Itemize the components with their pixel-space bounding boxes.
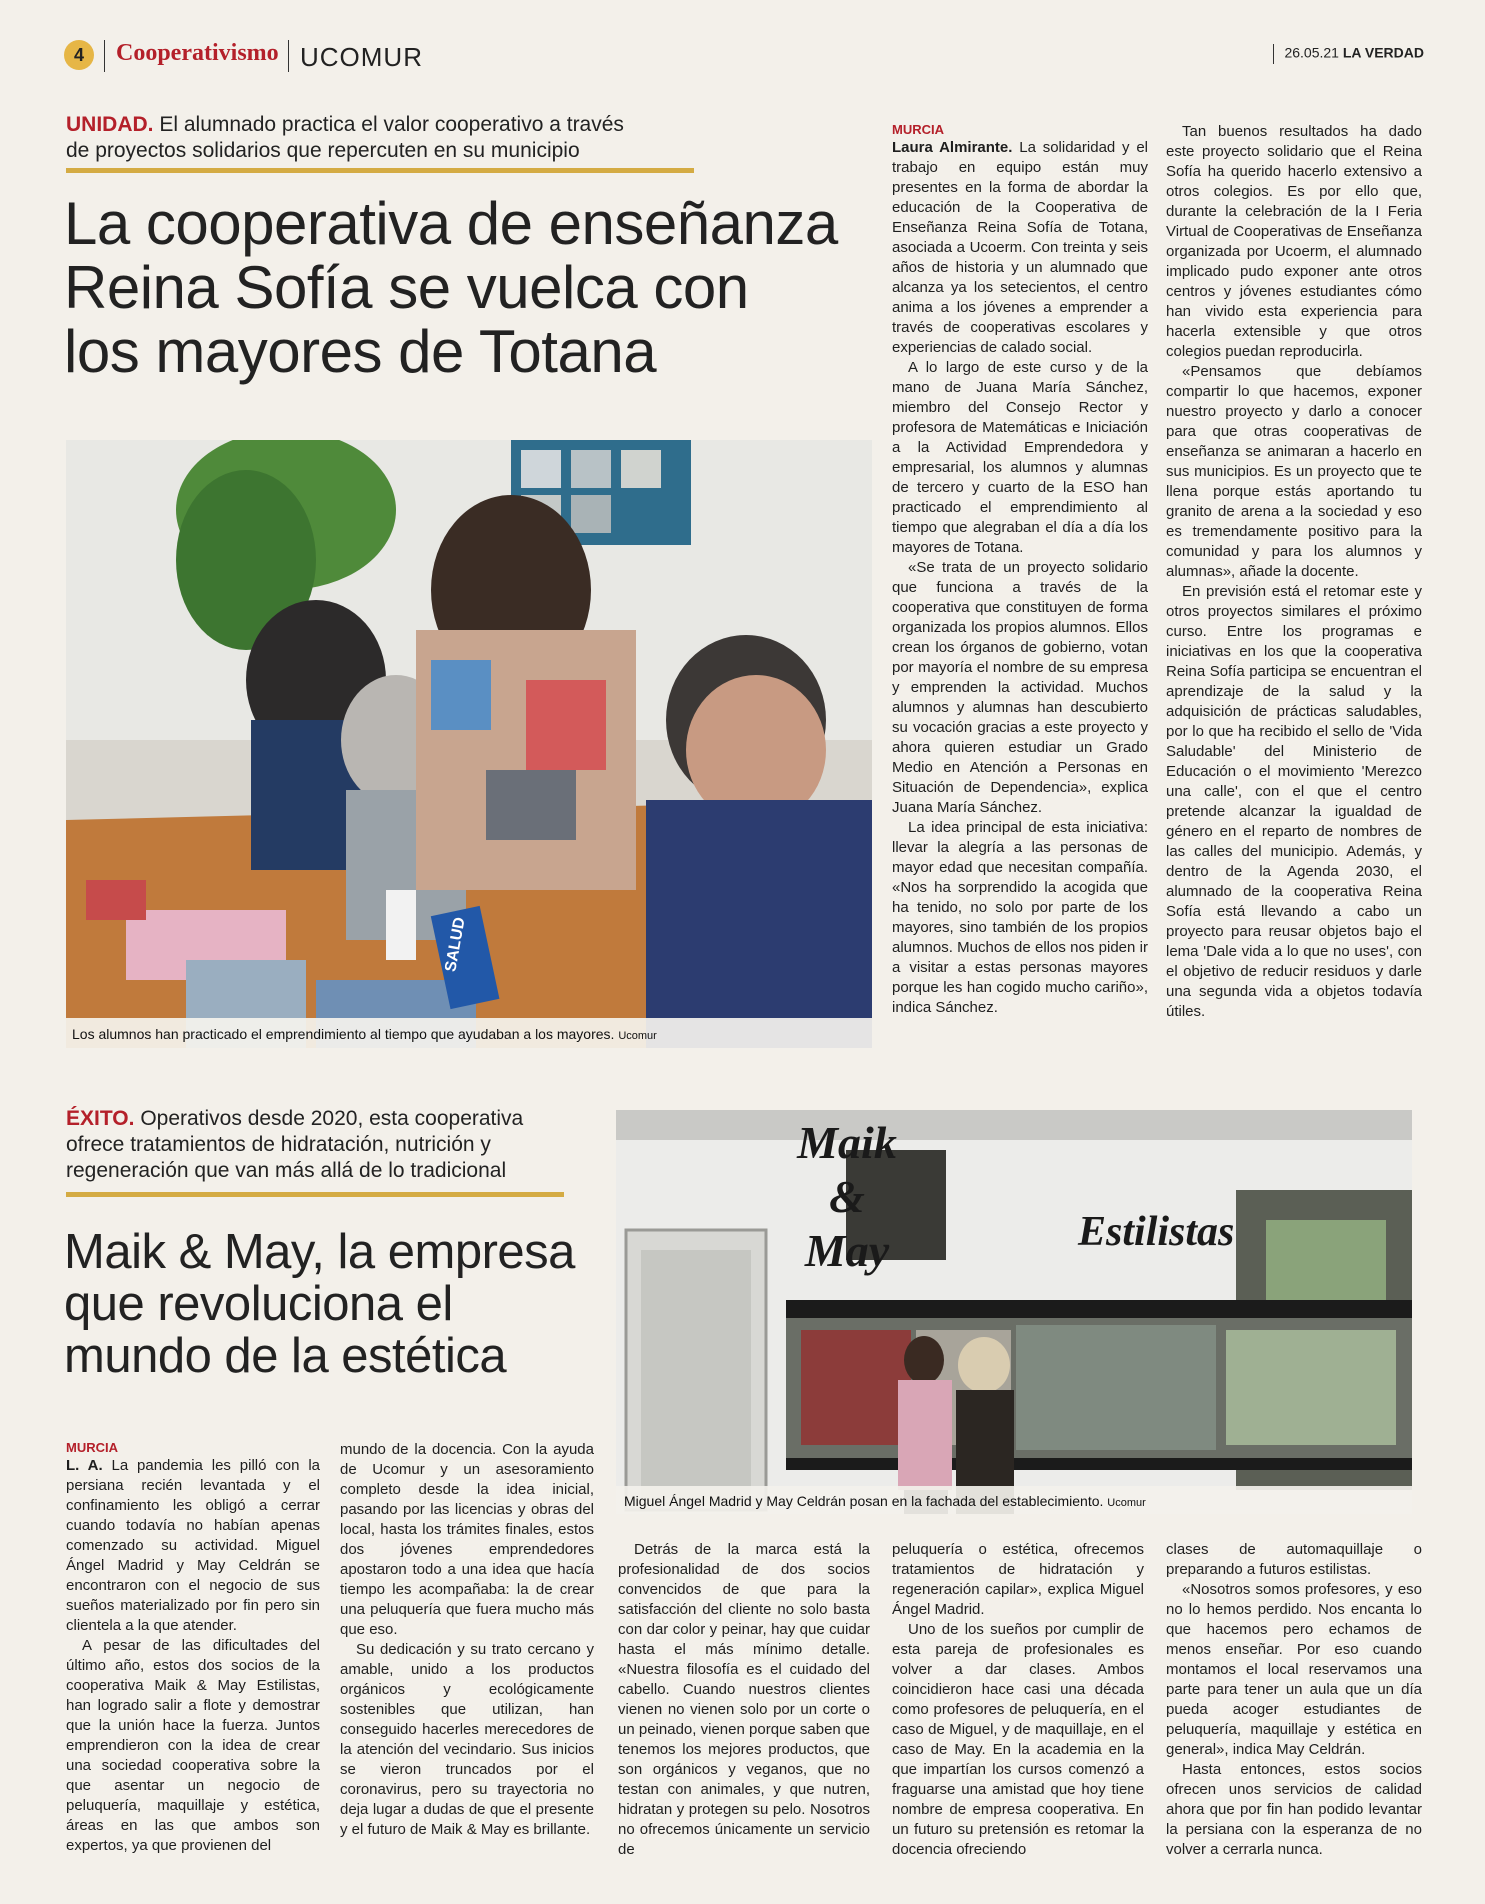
- section-name: Cooperativismo: [116, 40, 279, 66]
- caption-text: Miguel Ángel Madrid y May Celdrán posan en la fachada del establecimiento.: [624, 1493, 1104, 1509]
- gold-rule: [66, 1192, 564, 1197]
- page-number: 4: [64, 40, 94, 70]
- article1-dateline: MURCIA: [892, 122, 944, 137]
- sign-text: Maik: [797, 1117, 897, 1168]
- kicker-text: de proyectos solidarios que repercuten en su municipio: [66, 139, 580, 162]
- header-divider: [288, 40, 289, 72]
- article1-column-2: [1166, 122, 1422, 1022]
- paragraph: «Se trata de un proyecto solidario que funciona a través de la cooperativa que constituyen de forma organizada los propios alumnos. Ellos crean los órganos de gobierno, votan por mayoría el nombre de su empresa y emprenden la actividad. Muchos alumnos y alumnas han descubierto su vocación gracias a este proyecto y ahora quieren estudiar un Grado Medio en Atención a Personas en Situación de Dependencia», explica Juana María Sánchez.: [892, 559, 1148, 816]
- photo-label-salud: SALUD: [442, 915, 469, 974]
- article2-photo: [616, 1110, 1412, 1514]
- issue-date: 26.05.21: [1284, 44, 1339, 61]
- paragraph: peluquería o estética, ofrecemos tratamientos de hidratación y regeneración capilar», explica Miguel Ángel Madrid.: [892, 1541, 1144, 1618]
- paragraph: clases de automaquillaje o preparando a futuros estilistas.: [1166, 1541, 1422, 1578]
- kicker-tag: UNIDAD.: [66, 113, 154, 136]
- article2-column-4: [892, 1540, 1144, 1860]
- article2-column-1: [66, 1440, 320, 1856]
- salon-facade-image: [616, 1110, 1412, 1514]
- paragraph: [66, 1456, 320, 1636]
- byline: Laura Almirante.: [892, 139, 1013, 156]
- header-divider: [104, 40, 105, 72]
- paragraph: Tan buenos resultados ha dado este proyecto solidario que el Reina Sofía ha querido hacerlo extensivo a otros colegios. Es por ello que, durante la celebración de la I Feria Virtual de Cooperativas de Enseñanza organizada por Ucoerm, el alumnado implicado pudo exponer ante otros centros y jóvenes estudiantes cómo han vivido esta experiencia para hacerla extensible y que otros colegios puedan reproducirla.: [1166, 123, 1422, 360]
- article1-headline: [64, 192, 884, 384]
- article1-photo-caption: [72, 1025, 862, 1045]
- paragraph: La idea principal de esta iniciativa: llevar la alegría a las personas de mayor edad que necesitan compañía. «Nos ha sorprendido la acogida que ha tenido, no solo por parte de los mayores, sino también de los propios alumnos. Muchos de ellos nos piden ir a visitar a estas personas mayores porque les han cogido mucho cariño», indica Sánchez.: [892, 819, 1148, 1016]
- header-divider: [1273, 44, 1274, 64]
- headline-line: Maik & May, la empresa: [64, 1225, 575, 1279]
- headline-line: La cooperativa de enseñanza: [64, 190, 838, 257]
- headline-line: mundo de la estética: [64, 1329, 507, 1383]
- photo-credit: Ucomur: [1107, 1497, 1146, 1509]
- kicker-text: El alumnado practica el valor cooperativo a través: [159, 113, 624, 136]
- sign-text: May: [804, 1225, 890, 1276]
- article1-column-1: [892, 122, 1148, 1018]
- brand-name: UCOMUR: [300, 42, 423, 72]
- article1-photo: [66, 440, 872, 1048]
- kicker-text: Operativos desde 2020, esta cooperativa: [140, 1107, 524, 1130]
- caption-text: Los alumnos han practicado el emprendimiento al tiempo que ayudaban a los mayores.: [72, 1026, 615, 1042]
- paragraph: «Pensamos que debíamos compartir lo que hacemos, exponer nuestro proyecto y darlo a conocer para que otras cooperativas de enseñanza se animaran a hacerlo en sus municipios. Es un proyecto que te llena porque estás aportando tu granito de arena a la sociedad y eso es tremendamente positivo para la comunidad y para los alumnos y alumnas», añade la docente.: [1166, 363, 1422, 580]
- paragraph: [892, 138, 1148, 358]
- paragraph: Detrás de la marca está la profesionalidad de dos socios convencidos de que para la satisfacción del cliente no solo basta con dar color y peinar, hay que cuidar hasta el más mínimo detalle. «Nuestra filosofía es el cuidado del cabello. Cuando nuestros clientes vienen no vienen solo por un corte o un peinado, vienen porque saben que tenemos los mejores productos, que son orgánicos y veganos, que no testan con animales, y que nutren, hidratan y protegen su pelo. Nosotros no ofrecemos únicamente un servicio de: [618, 1541, 870, 1858]
- sign-text: &: [829, 1171, 865, 1222]
- headline-line: los mayores de Totana: [64, 318, 657, 385]
- kicker-text: ofrece tratamientos de hidratación, nutrición y: [66, 1133, 491, 1156]
- article2-dateline: MURCIA: [66, 1440, 118, 1455]
- salon-sign-estilistas: Estilistas: [1078, 1209, 1235, 1255]
- paragraph: A lo largo de este curso y de la mano de Juana María Sánchez, miembro del Consejo Rector y profesora de Matemáticas e Iniciación a la Actividad Emprendedora y empresarial, los alumnos y alumnas de tercero y cuarto de la ESO han practicado el emprendimiento al tiempo que alegraban el día a día los mayores de Totana.: [892, 359, 1148, 556]
- kicker-tag: ÉXITO.: [66, 1107, 135, 1130]
- gold-rule: [66, 168, 694, 173]
- article2-headline: [64, 1226, 624, 1382]
- paragraph: Su dedicación y su trato cercano y amable, unido a los productos orgánicos y ecológicamente sostenibles que utilizan, han conseguido hacerles merecedores de la atención del vecindario. Sus inicios se vieron truncados por el coronavirus, pero su trayectoria no deja lugar a dudas de que el presente y el futuro de Maik & May es brillante.: [340, 1641, 594, 1838]
- article2-column-3: [618, 1540, 870, 1860]
- byline: L. A.: [66, 1457, 103, 1474]
- headline-line: que revoluciona el: [64, 1277, 453, 1331]
- paragraph: En previsión está el retomar este y otros proyectos similares el próximo curso. Entre los programas e iniciativas en los que la cooperativa Reina Sofía participa se encuentran el aprendizaje de la salud y la adquisición de prácticas saludables, por lo que ha recibido el sello de 'Vida Saludable' del Ministerio de Educación o el movimiento 'Merezco una calle', con el que el centro pretende alcanzar la igualdad de género en el reparto de nombres de las calles del municipio. Además, y dentro de la Agenda 2030, el alumnado de la cooperativa Reina Sofía está llevando a cabo un proyecto para reusar objetos bajo el lema 'Dale vida a lo que no uses', con el objetivo de reducir residuos y darle una segunda vida a objetos todavía útiles.: [1166, 583, 1422, 1020]
- headline-line: Reina Sofía se vuelca con: [64, 254, 749, 321]
- paragraph: mundo de la docencia. Con la ayuda de Ucomur y un asesoramiento completo desde la idea inicial, pasando por las licencias y obras del local, hasta los trámites finales, estos dos jóvenes emprendedores apostaron todo a una idea que hacía tiempo les acompañaba: la de crear una peluquería que fuera mucho más que eso.: [340, 1441, 594, 1638]
- paragraph: Hasta entonces, estos socios ofrecen unos servicios de calidad ahora que por fin han podido levantar la persiana con la esperanza de no volver a cerrarla nunca.: [1166, 1761, 1422, 1858]
- paragraph: A pesar de las dificultades del último año, estos dos socios de la cooperativa Maik & May Estilistas, han logrado salir a flote y demostrar que la unión hace la fuerza. Juntos emprendieron con la idea de crear una sociedad cooperativa sobre la que asentar un negocio de peluquería, maquillaje y estética, áreas en las que ambos son expertos, ya que provienen del: [66, 1637, 320, 1854]
- article2-column-5: [1166, 1540, 1422, 1860]
- page-header: [64, 38, 1424, 78]
- paragraph-text: La pandemia les pilló con la persiana recién levantada y el confinamiento les obligó a cerrar cuando todavía no habían apenas comenzado su actividad. Miguel Ángel Madrid y May Celdrán se encontraron con el negocio de sus sueños materializado por fin pero sin clientela a la que atender.: [66, 1457, 320, 1634]
- article2-kicker: [66, 1106, 606, 1184]
- photo-credit: Ucomur: [618, 1030, 657, 1042]
- newspaper-name: LA VERDAD: [1342, 44, 1424, 61]
- paragraph: Uno de los sueños por cumplir de esta pareja de profesionales es volver a dar clases. Ambos coincidieron hace casi una década como profesores de peluquería, en el caso de Miguel, y de maquillaje, en el caso de May. En la academia en la que impartían los cursos comenzó a fraguarse una amistad que hoy tiene nombre de empresa cooperativa. En un futuro su pretensión es retomar la docencia ofreciendo: [892, 1621, 1144, 1858]
- paragraph: «Nosotros somos profesores, y eso no lo hemos perdido. Nos encanta lo que hacemos pero echamos de menos enseñar. Por eso cuando montamos el local reservamos una parte para tener un aula que un día pueda acoger estudiantes de peluquería, maquillaje y estética en general», indica May Celdrán.: [1166, 1581, 1422, 1758]
- article1-kicker: [66, 112, 866, 164]
- paragraph-text: La solidaridad y el trabajo en equipo están muy presentes en la forma de abordar la educación de la Cooperativa de Enseñanza Reina Sofía de Totana, asociada a Ucoerm. Con treinta y seis años de historia y un alumnado que alcanza ya los setecientos, el centro anima a los jóvenes a emprender a través de cooperativas escolares y experiencias de calado social.: [892, 139, 1148, 356]
- classroom-photo-image: [66, 440, 872, 1048]
- date-block: [1273, 44, 1424, 64]
- kicker-text: regeneración que van más allá de lo tradicional: [66, 1159, 507, 1182]
- salon-sign: [782, 1116, 912, 1278]
- article2-photo-caption: [624, 1492, 1404, 1512]
- article2-column-2: [340, 1440, 594, 1840]
